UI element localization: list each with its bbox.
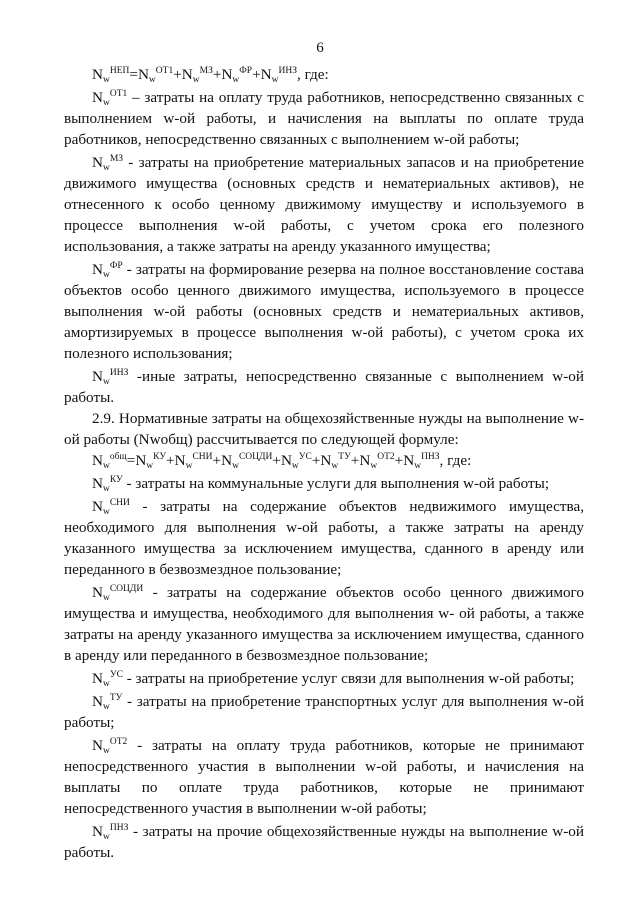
symbol-superscript: ОТ2 (109, 737, 128, 747)
formula-tail: , где: (439, 452, 472, 469)
symbol-base: N (92, 475, 103, 492)
formula-symbol (92, 452, 127, 469)
definition-item (64, 257, 584, 364)
formula-symbol (403, 452, 439, 469)
definition-text: - затраты на приобретение транспортных услуг для выполнения w-ой работы; (64, 693, 584, 731)
symbol-subscript: w (102, 746, 110, 756)
symbol-subscript: w (102, 832, 110, 842)
symbol-subscript: w (102, 377, 110, 387)
symbol-superscript: ТУ (338, 452, 351, 462)
symbol-subscript: w (232, 75, 240, 85)
definition-item (64, 819, 584, 863)
symbol-base: N (92, 670, 103, 687)
definition-item (64, 689, 584, 733)
definition-item (64, 494, 584, 580)
symbol-subscript: w (331, 461, 339, 471)
symbol-base: N (359, 452, 371, 469)
symbol-subscript: w (102, 163, 110, 173)
equals-sign: = (129, 66, 138, 83)
symbol-base: N (92, 89, 103, 106)
definition-text: -иные затраты, непосредственно связанные с выполнением w-ой работы. (64, 368, 584, 406)
symbol-subscript: w (102, 507, 110, 517)
symbol-superscript: СОЦДИ (109, 584, 144, 594)
formula-symbol (92, 154, 123, 171)
symbol-base: N (260, 66, 272, 83)
operator: + (311, 452, 321, 469)
formula-symbol (221, 66, 252, 83)
definition-text: - затраты на оплату труда работников, которые не принимают непосредственного участия в выполнении w-ой работы, и начисления на выплаты по оплате труда работников, которые не принимают непосредственного участия в выполнении w-ой работы; (64, 737, 584, 817)
symbol-base: N (92, 584, 103, 601)
page-number: 6 (316, 40, 324, 56)
definition-item (64, 471, 584, 494)
formula-symbol (92, 261, 123, 278)
symbol-superscript: НЕП (109, 66, 130, 76)
section-2-9 (64, 408, 584, 450)
symbol-base: N (221, 66, 233, 83)
definition-text: – затраты на оплату труда работников, непосредственно связанных с выполнением w-ой работы, и начисления на выплаты по оплате труда работников, непосредственно связанных с выполнением w-ой работы; (64, 89, 584, 148)
formula-symbol (92, 89, 127, 106)
symbol-superscript: ФР (239, 66, 253, 76)
formula-symbol (320, 452, 350, 469)
formula-symbol (92, 670, 123, 687)
formula-symbol (92, 475, 123, 492)
operator: + (173, 66, 182, 83)
formula-symbol (92, 368, 128, 385)
symbol-subscript: w (370, 461, 378, 471)
symbol-subscript: w (102, 98, 110, 108)
formula-obshch (64, 450, 584, 471)
symbol-subscript: w (291, 461, 299, 471)
formula-symbol (92, 737, 127, 754)
symbol-base: N (280, 452, 292, 469)
symbol-superscript: УС (298, 452, 312, 462)
formula-symbol (221, 452, 272, 469)
symbol-subscript: w (102, 593, 110, 603)
formula-symbol (92, 584, 143, 601)
symbol-subscript: w (102, 270, 110, 280)
definition-text: - затраты на содержание объектов недвижимого имущества, необходимого для выполнения w-ой работы, а также затраты на аренду указанного имущества за исключением имущества, сданного в аренду или переданного в безвозмездное пользование; (64, 498, 584, 578)
formula-symbol (182, 66, 213, 83)
equals-sign: = (126, 452, 136, 469)
symbol-base: N (135, 452, 147, 469)
definition-item (64, 364, 584, 408)
symbol-subscript: w (271, 75, 279, 85)
symbol-subscript: w (185, 461, 193, 471)
definition-text: - затраты на прочие общехозяйственные нужды на выполнение w-ой работы. (64, 823, 584, 861)
symbol-subscript: w (102, 75, 110, 85)
formula-symbol (92, 66, 129, 83)
symbol-superscript: СОЦДИ (238, 452, 273, 462)
definition-item (64, 580, 584, 666)
formula-symbol (138, 66, 173, 83)
symbol-base: N (92, 452, 103, 469)
section-text: Нормативные затраты на общехозяйственные нужды на выполнение w-ой работы (Nwобщ) рассчитывается по следующей формуле: (64, 410, 584, 448)
symbol-superscript: ОТ2 (377, 452, 395, 462)
symbol-superscript: ТУ (109, 693, 123, 703)
operator: + (350, 452, 360, 469)
operator: + (166, 452, 175, 469)
definition-item (64, 733, 584, 819)
symbol-superscript: УС (109, 670, 123, 680)
definitions-nep (64, 85, 584, 408)
symbol-subscript: w (102, 679, 110, 689)
definition-text: - затраты на приобретение услуг связи для выполнения w-ой работы; (122, 670, 575, 687)
formula-tail: , где: (296, 66, 329, 83)
operator: + (252, 66, 261, 83)
symbol-subscript: w (414, 461, 422, 471)
formula-symbol (261, 66, 297, 83)
symbol-subscript: w (192, 75, 200, 85)
definition-text: - затраты на формирование резерва на полное восстановление состава объектов особо ценного движимого имущества, используемого в процессе выполнения w-ой работы (основных средств и нематериальных активов, амортизируемых в процессе выполнения w-ой работы), с учетом срока их полезного использования; (64, 261, 584, 362)
symbol-base: N (137, 66, 149, 83)
symbol-base: N (92, 498, 103, 515)
symbol-subscript: w (102, 484, 110, 494)
document-body (64, 64, 584, 863)
symbol-base: N (92, 154, 103, 171)
symbol-subscript: w (102, 461, 110, 471)
formula-symbol (281, 452, 312, 469)
definition-text: - затраты на содержание объектов особо ценного движимого имущества и имущества, необходимого для выполнения w- ой работы, а также затраты на аренду указанного имущества за исключением имущества, сданного в аренду или переданного в безвозмездное пользование; (64, 584, 584, 664)
symbol-superscript: ПНЗ (109, 823, 129, 833)
symbol-superscript: ФР (109, 261, 123, 271)
symbol-base: N (92, 66, 103, 83)
formula-symbol (92, 693, 122, 710)
symbol-subscript: w (146, 461, 154, 471)
operator: + (212, 66, 222, 83)
symbol-base: N (403, 452, 415, 469)
formula-symbol (92, 823, 128, 840)
operator: + (394, 452, 404, 469)
symbol-superscript: общ (109, 452, 127, 462)
symbol-subscript: w (102, 702, 110, 712)
symbol-superscript: СНИ (192, 452, 213, 462)
symbol-base: N (92, 823, 103, 840)
symbol-subscript: w (232, 461, 239, 471)
symbol-base: N (92, 693, 103, 710)
operator: + (272, 452, 281, 469)
symbol-superscript: КУ (153, 452, 167, 462)
symbol-base: N (174, 452, 186, 469)
symbol-base: N (221, 452, 233, 469)
definition-text: - затраты на приобретение материальных запасов и на приобретение движимого имущества (основных средств и нематериальных активов), не отнесенного к особо ценному движимому имуществу и используемого в процессе выполнения w-ой работы, с учетом срока его полезного использования, а также затраты на аренду указанного имущества; (64, 154, 584, 255)
operator: + (212, 452, 222, 469)
formula-symbol (175, 452, 213, 469)
definition-item (64, 150, 584, 257)
symbol-superscript: СНИ (109, 498, 130, 508)
formula-symbol (135, 452, 166, 469)
definition-text: - затраты на коммунальные услуги для выполнения w-ой работы; (122, 475, 550, 492)
symbol-superscript: ОТ1 (155, 66, 174, 76)
formula-symbol (92, 498, 130, 515)
symbol-superscript: МЗ (199, 66, 213, 76)
symbol-subscript: w (148, 75, 156, 85)
definition-item (64, 666, 584, 689)
symbol-superscript: ПНЗ (421, 452, 440, 462)
formula-symbol (359, 452, 394, 469)
definitions-obshch (64, 471, 584, 863)
symbol-superscript: МЗ (109, 154, 124, 164)
symbol-base: N (181, 66, 193, 83)
symbol-superscript: ИНЗ (278, 66, 297, 76)
symbol-base: N (92, 737, 103, 754)
symbol-superscript: ИНЗ (109, 368, 129, 378)
formula-nep (64, 64, 584, 85)
section-number: 2.9. (92, 410, 115, 427)
symbol-base: N (92, 368, 103, 385)
symbol-base: N (92, 261, 103, 278)
symbol-superscript: ОТ1 (109, 89, 128, 99)
symbol-base: N (320, 452, 332, 469)
definition-item (64, 85, 584, 150)
symbol-superscript: КУ (109, 475, 123, 485)
